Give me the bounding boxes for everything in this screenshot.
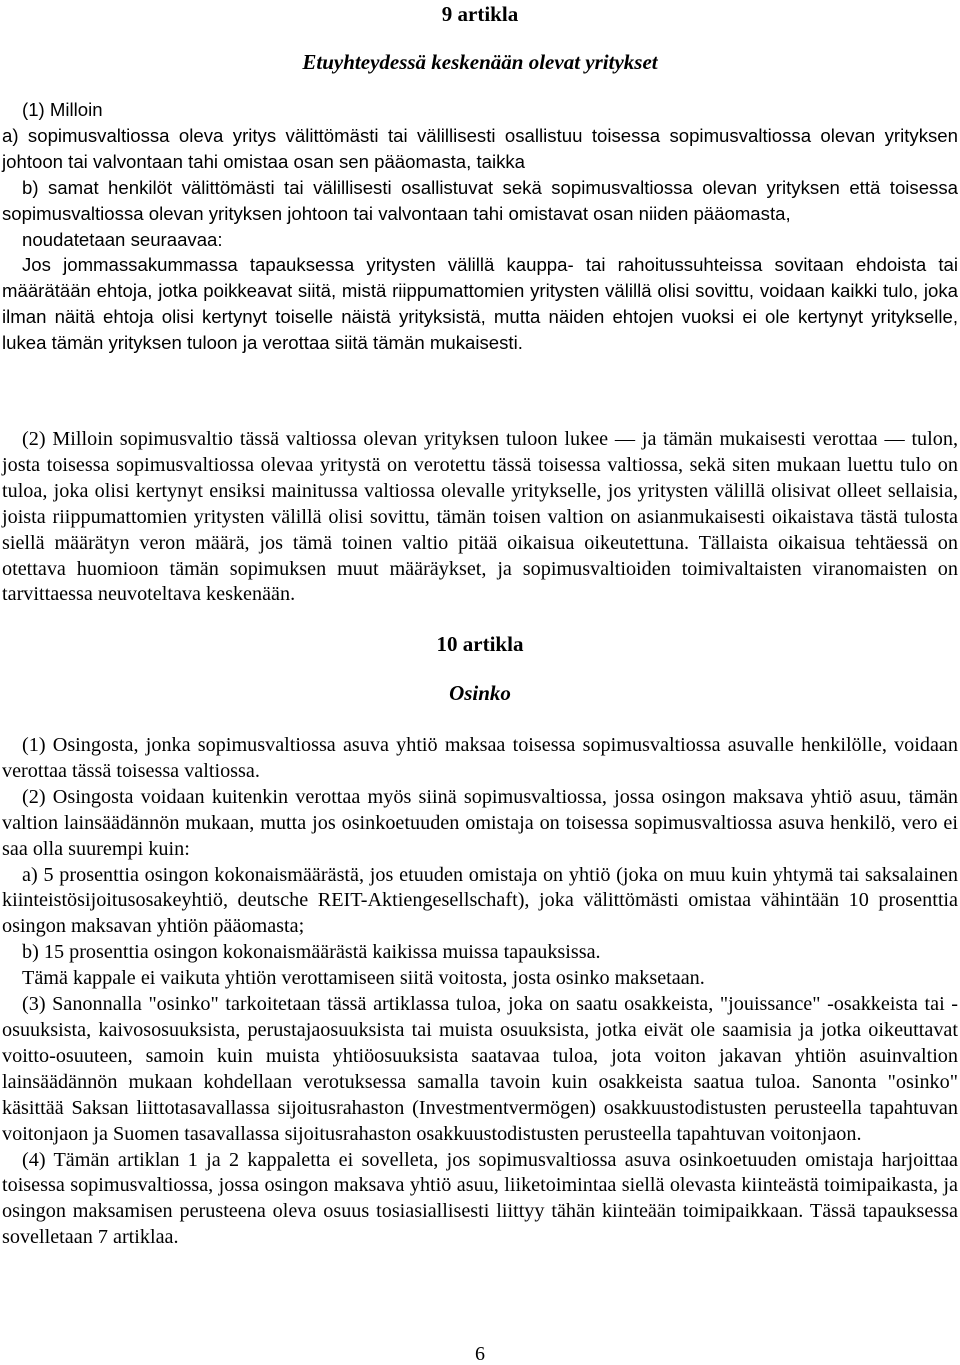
paragraph: b) samat henkilöt välittömästi tai välillisesti osallistuvat sekä sopimusvaltiossa olevan yrityksen että toisessa sopimusvaltiossa olevan yrityksen johtoon tai valvontaan tahi omistavat osan niiden pääomasta, — [2, 176, 958, 224]
article-10-body — [0, 733, 960, 1251]
paragraph: (2) Osingosta voidaan kuitenkin verottaa myös siinä sopimusvaltiossa, jossa osingon maksava yhtiö asuu, tämän valtion lainsäädännön mukaan, mutta jos osinkoetuuden omistaja on toisessa sopimusvaltiossa asuva henkilö, vero ei saa olla suurempi kuin: — [2, 785, 958, 860]
article-9-body — [0, 97, 960, 356]
page-number: 6 — [475, 1343, 485, 1365]
paragraph: (1) Osingosta, jonka sopimusvaltiossa asuva yhtiö maksaa toisessa sopimusvaltiossa asuvalle henkilölle, voidaan verottaa tässä toisessa valtiossa. — [2, 734, 958, 782]
article-9-body-serif — [0, 427, 960, 608]
article-10-heading: 10 artikla — [436, 632, 524, 656]
paragraph: noudatetaan seuraavaa: — [22, 228, 223, 250]
paragraph: a) sopimusvaltiossa oleva yritys välittömästi tai välillisesti osallistuu toisessa sopimusvaltiossa olevan yrityksen johtoon tai valvontaan tahi omistaa osan sen pääomasta, taikka — [2, 124, 958, 172]
article-9-title: Etuyhteydessä keskenään olevat yritykset — [302, 50, 658, 74]
article-9-heading: 9 artikla — [441, 2, 519, 26]
paragraph: (2) Milloin sopimusvaltio tässä valtiossa olevan yrityksen tuloon lukee — ja tämän mukaisesti verottaa — tulon, josta toisessa sopimusvaltiossa olevaa yritystä on verotettu tässä toisessa valtiossa, sekä siten mukaan luettu tulo on tuloa, joka olisi kertynyt ensiksi mainitussa valtiossa olevalle yritykselle, jos yritysten välillä olisivat olleet sellaisia, joista riippumattomien yritysten välillä olisi sovittu, tämän toisen valtion on asianmukaisesti oikaistava tästä tulosta siellä määrätyn veron määrä, jos tämä toinen valtio pitää oikaisua oikeutettuna. Tällaista oikaisua tehtäessä on otettava huomioon tämän sopimuksen muut määräykset, ja sopimusvaltioiden toimivaltaisten viranomaisten on tarvittaessa neuvoteltava keskenään. — [2, 428, 958, 606]
paragraph: b) 15 prosenttia osingon kokonaismäärästä kaikissa muissa tapauksissa. — [22, 941, 601, 964]
paragraph: Jos jommassakummassa tapauksessa yritysten välillä kauppa- tai rahoitussuhteissa sovitaan ehdoista tai määrätään ehtoja, jotka poikkeavat siitä, mistä riippumattomien yritysten välillä olisi sovittu, voidaan kaikki tulo, joka ilman näitä ehtoja olisi kertynyt toiselle näistä yrityksistä, mutta näiden ehtojen vuoksi ei ole kertynyt yritykselle, lukea tämän yrityksen tuloon ja verottaa siitä tämän mukaisesti. — [2, 254, 958, 354]
article-10-title: Osinko — [449, 681, 511, 705]
paragraph: Tämä kappale ei vaikuta yhtiön verottamiseen siitä voitosta, josta osinko maksetaan. — [22, 967, 705, 990]
paragraph: (4) Tämän artiklan 1 ja 2 kappaletta ei sovelleta, jos sopimusvaltiossa asuva osinkoetuuden omistaja harjoittaa toisessa sopimusvaltiossa, jossa osingon maksava yhtiö asuu, liiketoimintaa siellä olevasta kiinteästä toimipaikasta, ja osingon maksamisen perusteena oleva osuus tosiasiallisesti liittyy tähän kiinteään toimipaikkaan. Tässä tapauksessa sovelletaan 7 artiklaa. — [2, 1148, 958, 1249]
paragraph: (3) Sanonnalla "osinko" tarkoitetaan tässä artiklassa tuloa, joka on saatu osakkeista, "jouissance" -osakkeista tai -osuuksista, kaivososuuksista, perustajaosuuksista tai muista osuuksista, jotka eivät ole saamisia ja jotka oikeuttavat voitto-osuuteen, samoin kuin muista yhtiöosuuksista saatavaa tuloa, jota voiton jakavan yhtiön asuinvaltion lainsäädännön mukaan kohdellaan verotuksessa samalla tavoin kuin osakkeista saatua tuloa. Sanonta "osinko" käsittää Saksan liittotasavallassa sijoitusrahaston (Investmentvermögen) osakkuustodistusten perusteella tapahtuvan voitonjaon ja Suomen tasavallassa sijoitusrahaston osakkuustodistusten perusteella tapahtuvan voitonjaon. — [2, 993, 958, 1145]
paragraph: a) 5 prosenttia osingon kokonaismäärästä, jos etuuden omistaja on yhtiö (joka on muu kuin yhtymä tai saksalainen kiinteistösijoitusosakeyhtiö, deutsche REIT-Aktiengesellschaft), joka välittömästi omistaa vähintään 10 prosenttia osingon maksavan yhtiön pääomasta; — [2, 863, 958, 938]
paragraph: (1) Milloin — [22, 99, 103, 120]
